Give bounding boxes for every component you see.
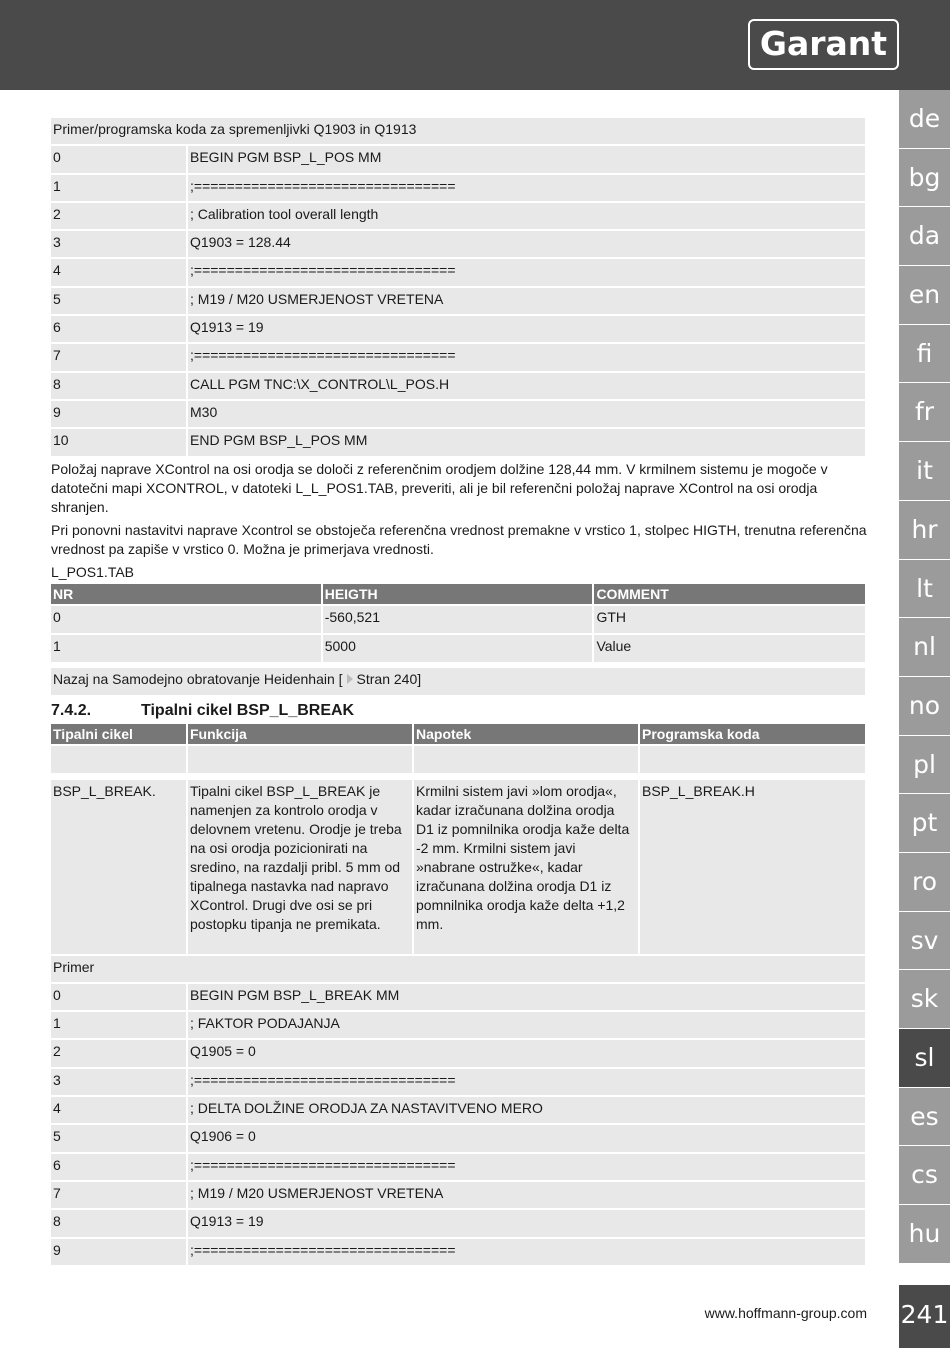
page-link[interactable]: Stran 240 bbox=[356, 670, 418, 687]
cell-program-code: BSP_L_BREAK.H bbox=[640, 780, 865, 954]
code-table-title-row bbox=[51, 118, 865, 144]
empty-row bbox=[51, 746, 865, 773]
code-table-title: Primer/programska koda za spremenljivki Q1903 in Q1913 bbox=[51, 118, 865, 144]
cycle-table bbox=[49, 722, 867, 956]
language-tab-de[interactable]: de bbox=[899, 90, 950, 149]
language-tab-no[interactable]: no bbox=[899, 677, 950, 736]
cell-heigth: 5000 bbox=[323, 635, 593, 662]
table-row bbox=[51, 259, 865, 285]
table-row bbox=[51, 175, 865, 201]
cell-cycle: BSP_L_BREAK. bbox=[51, 780, 186, 954]
line-number: 0 bbox=[51, 984, 186, 1010]
code-line: ; M19 / M20 USMERJENOST VRETENA bbox=[188, 288, 865, 314]
table-row bbox=[51, 1012, 865, 1038]
line-number: 8 bbox=[51, 1210, 186, 1236]
table-row bbox=[51, 203, 865, 229]
code-line: Q1905 = 0 bbox=[188, 1040, 865, 1066]
line-number: 5 bbox=[51, 288, 186, 314]
language-tab-fi[interactable]: fi bbox=[899, 325, 950, 384]
line-number: 6 bbox=[51, 316, 186, 342]
table-row bbox=[51, 231, 865, 257]
code-table-title: Primer bbox=[51, 956, 865, 982]
position-table bbox=[49, 582, 867, 664]
line-number: 1 bbox=[51, 175, 186, 201]
code-line: ; FAKTOR PODAJANJA bbox=[188, 1012, 865, 1038]
footer-url: www.hoffmann-group.com bbox=[704, 1305, 867, 1321]
cell-nr: 0 bbox=[51, 606, 321, 633]
language-tab-pl[interactable]: pl bbox=[899, 736, 950, 795]
table-row bbox=[51, 401, 865, 427]
language-tab-lt[interactable]: lt bbox=[899, 560, 950, 619]
table-row bbox=[51, 984, 865, 1010]
cell-function: Tipalni cikel BSP_L_BREAK je namenjen za kontrolo orodja v delovnem vretenu. Orodje je treba na osi orodja pozicionirati na sredino, na razdalji pribl. 5 mm od tipalnega nastavka nad napravo XControl. Drugi dve osi se pri postopku tipanja ne premikata. bbox=[188, 780, 412, 954]
cell-heigth: -560,521 bbox=[323, 606, 593, 633]
garant-logo: Garant bbox=[748, 19, 899, 70]
table-row bbox=[51, 288, 865, 314]
back-text-end: ] bbox=[417, 670, 422, 687]
language-tab-ro[interactable]: ro bbox=[899, 853, 950, 912]
line-number: 9 bbox=[51, 401, 186, 427]
code-line: ;================================ bbox=[188, 175, 865, 201]
language-tab-sk[interactable]: sk bbox=[899, 970, 950, 1029]
code-line: Q1903 = 128.44 bbox=[188, 231, 865, 257]
code-line: ;================================ bbox=[188, 1154, 865, 1180]
line-number: 3 bbox=[51, 1069, 186, 1095]
language-tab-fr[interactable]: fr bbox=[899, 383, 950, 442]
col-header-cycle: Tipalni cikel bbox=[51, 724, 186, 744]
col-header-comment: COMMENT bbox=[594, 584, 865, 604]
table-row bbox=[51, 1239, 865, 1265]
language-tab-en[interactable]: en bbox=[899, 266, 950, 325]
col-header-note: Napotek bbox=[414, 724, 638, 744]
code-table-2 bbox=[49, 954, 867, 1267]
language-tab-hr[interactable]: hr bbox=[899, 501, 950, 560]
language-tab-sl[interactable]: sl bbox=[899, 1029, 950, 1088]
code-line: ; M19 / M20 USMERJENOST VRETENA bbox=[188, 1182, 865, 1208]
table-row bbox=[51, 1040, 865, 1066]
language-tab-pt[interactable]: pt bbox=[899, 794, 950, 853]
page-number: 241 bbox=[899, 1285, 950, 1348]
code-line: ;================================ bbox=[188, 1069, 865, 1095]
col-header-nr: NR bbox=[51, 584, 321, 604]
tab-file-label: L_POS1.TAB bbox=[51, 563, 135, 580]
arrow-right-icon bbox=[347, 674, 353, 684]
section-heading bbox=[51, 700, 867, 722]
code-line: Q1913 = 19 bbox=[188, 316, 865, 342]
code-line: ; Calibration tool overall length bbox=[188, 203, 865, 229]
cell-note: Krmilni sistem javi »lom orodja«, kadar izračunana dolžina orodja D1 iz pomnilnika orodja kaže delta -2 mm. Krmilni sistem javi »nabrane ostružke«, kadar izračunana dolžina orodja D1 iz pomnilnika orodja kaže delta +1,2 mm. bbox=[414, 780, 638, 954]
line-number: 4 bbox=[51, 259, 186, 285]
paragraph-reset-note: Pri ponovni nastavitvi naprave Xcontrol se obstoječa referenčna vrednost premakne v vrstico 1, stolpec HIGTH, trenutna referenčna vrednost pa zapiše v vrstico 0. Možna je primerjava vrednosti. bbox=[51, 521, 867, 557]
page-header bbox=[0, 0, 950, 90]
table-row bbox=[51, 635, 865, 662]
line-number: 8 bbox=[51, 373, 186, 399]
table-row bbox=[51, 1154, 865, 1180]
language-tab-sv[interactable]: sv bbox=[899, 912, 950, 971]
main-content bbox=[51, 116, 867, 1267]
table-row bbox=[51, 344, 865, 370]
language-tab-it[interactable]: it bbox=[899, 442, 950, 501]
table-row bbox=[51, 373, 865, 399]
line-number: 4 bbox=[51, 1097, 186, 1123]
language-tab-bg[interactable]: bg bbox=[899, 149, 950, 208]
col-header-function: Funkcija bbox=[188, 724, 412, 744]
code-line: ;================================ bbox=[188, 1239, 865, 1265]
line-number: 5 bbox=[51, 1125, 186, 1151]
language-tab-es[interactable]: es bbox=[899, 1088, 950, 1147]
back-text: Nazaj na Samodejno obratovanje Heidenhain [ bbox=[53, 670, 343, 687]
cell-comment: Value bbox=[594, 635, 865, 662]
line-number: 10 bbox=[51, 429, 186, 455]
table-row bbox=[51, 1182, 865, 1208]
table-row bbox=[51, 606, 865, 633]
line-number: 1 bbox=[51, 1012, 186, 1038]
line-number: 6 bbox=[51, 1154, 186, 1180]
language-sidebar bbox=[899, 90, 950, 1264]
col-header-heigth: HEIGTH bbox=[323, 584, 593, 604]
language-tab-hu[interactable]: hu bbox=[899, 1205, 950, 1264]
code-table-1 bbox=[49, 116, 867, 458]
language-tab-cs[interactable]: cs bbox=[899, 1146, 950, 1205]
code-line: ;================================ bbox=[188, 344, 865, 370]
line-number: 2 bbox=[51, 1040, 186, 1066]
table-row bbox=[51, 780, 865, 954]
code-table-title-row bbox=[51, 956, 865, 982]
section-title: Tipalni cikel BSP_L_BREAK bbox=[141, 701, 355, 719]
code-line: Q1906 = 0 bbox=[188, 1125, 865, 1151]
code-line: BEGIN PGM BSP_L_BREAK MM bbox=[188, 984, 865, 1010]
code-line: END PGM BSP_L_POS MM bbox=[188, 429, 865, 455]
cell-comment: GTH bbox=[594, 606, 865, 633]
code-line: BEGIN PGM BSP_L_POS MM bbox=[188, 146, 865, 172]
line-number: 3 bbox=[51, 231, 186, 257]
cell-nr: 1 bbox=[51, 635, 321, 662]
language-tab-nl[interactable]: nl bbox=[899, 618, 950, 677]
table-row bbox=[51, 146, 865, 172]
table-row bbox=[51, 1125, 865, 1151]
paragraph-reference-position: Položaj naprave XControl na osi orodja se določi z referenčnim orodjem dolžine 128,44 mm. V krmilnem sistemu je mogoče v datotečni mapi XCONTROL, v datoteki L_L_POS1.TAB, preveriti, ali je bil referenčni položaj naprave XControl na osi orodja shranjen. bbox=[51, 460, 828, 515]
code-line: ;================================ bbox=[188, 259, 865, 285]
code-line: M30 bbox=[188, 401, 865, 427]
language-tab-da[interactable]: da bbox=[899, 207, 950, 266]
code-line: ; DELTA DOLŽINE ORODJA ZA NASTAVITVENO MERO bbox=[188, 1097, 865, 1123]
line-number: 7 bbox=[51, 344, 186, 370]
line-number: 7 bbox=[51, 1182, 186, 1208]
code-line: CALL PGM TNC:\X_CONTROL\L_POS.H bbox=[188, 373, 865, 399]
col-header-program-code: Programska koda bbox=[640, 724, 865, 744]
table-row bbox=[51, 316, 865, 342]
line-number: 0 bbox=[51, 146, 186, 172]
table-row bbox=[51, 429, 865, 455]
line-number: 2 bbox=[51, 203, 186, 229]
section-number: 7.4.2. bbox=[51, 701, 92, 719]
code-line: Q1913 = 19 bbox=[188, 1210, 865, 1236]
table-row bbox=[51, 1210, 865, 1236]
line-number: 9 bbox=[51, 1239, 186, 1265]
back-navigation-cell bbox=[51, 668, 865, 695]
table-row bbox=[51, 1069, 865, 1095]
back-navigation bbox=[49, 666, 867, 697]
table-row bbox=[51, 1097, 865, 1123]
